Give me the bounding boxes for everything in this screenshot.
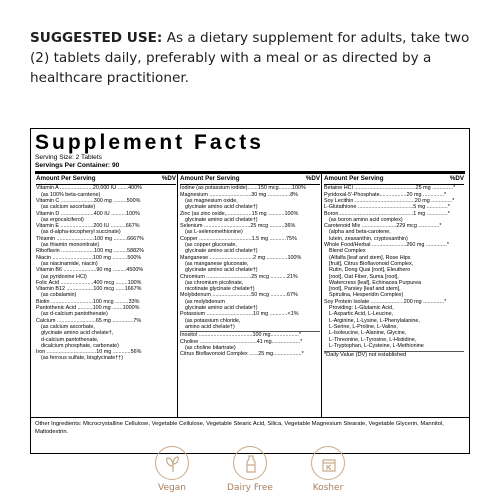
- facts-row: Pyridoxal-5'-Phosphate..................20 mg ..............*: [324, 191, 447, 198]
- facts-row: (as magnesium oxide,: [185, 198, 238, 204]
- suggested-use: [30, 28, 475, 88]
- facts-row: Spirulina, Hesperidin Complex): [329, 292, 404, 299]
- column-header: [36, 174, 176, 185]
- facts-row: Rutin, Dong Quai [root], Eleuthero: [329, 267, 411, 274]
- facts-row: (as niacinamide, niacin): [41, 260, 98, 267]
- facts-row: glycinate amino acid chelate†,: [41, 330, 114, 337]
- amount-header: Amount Per Serving: [180, 175, 240, 183]
- facts-row: Whole Food/Herbal .......................260 mg ..............*: [324, 242, 449, 249]
- facts-row: Carotenoid Mix .......................229 mcg ..............*: [324, 223, 442, 230]
- facts-row: Magnesium ............................30 mg ...............8%: [180, 191, 299, 198]
- facts-row: Manganese .............................2 mg ..............100%: [180, 254, 302, 261]
- facts-row: d-calcium pantothenate,: [41, 336, 99, 343]
- facts-row: (as chromium picolinate,: [185, 279, 244, 286]
- facts-row: (as copper gluconate,: [185, 242, 237, 249]
- milk-bottle-icon: [241, 454, 261, 474]
- facts-row: (as ferrous sulfate, bisglycinate††): [41, 355, 124, 362]
- facts-row: Folic Acid ......................400 mcg ........100%: [36, 279, 142, 286]
- kosher-k-icon: [319, 454, 339, 474]
- facts-row: Citrus Bioflavonoid Complex ......25 mg...................*: [180, 351, 304, 358]
- facts-row: (as pyridoxine HCl): [41, 273, 87, 280]
- serving-size: Serving Size: 2 Tablets: [35, 154, 102, 161]
- facts-row: glycinate amino acid chelate†): [185, 216, 258, 223]
- facts-row: L-Tryptophan, L-Cysteine, L-Methionine: [329, 342, 424, 349]
- facts-row: Vitamin E ......................200 IU ..........667%: [36, 223, 140, 230]
- facts-row: Biotin ............................100 mcg .........33%: [36, 298, 140, 305]
- facts-row: (as 100% beta-carotene): [41, 191, 101, 198]
- badge-vegan: [142, 446, 202, 493]
- facts-row: (alpha and beta-carotene,: [329, 229, 391, 236]
- facts-row: Riboflavin ......................100 mg .........5882%: [36, 248, 144, 255]
- facts-row: L-Glutathione .....................................5 mg ..............*: [324, 204, 450, 211]
- servings-per-container: Servings Per Container: 90: [35, 162, 120, 170]
- facts-row: L-Threonine, L-Tyrosine, L-Histidine,: [329, 336, 417, 343]
- dv-header: %DV: [449, 175, 464, 183]
- amount-header: Amount Per Serving: [324, 175, 384, 183]
- other-ingredients: Other Ingredients: Microcrystalline Cellulose, Vegetable Cellulose, Vegetable Stearic Acid, Silica, Vegetable Magnesium Stearate, Vegetable Glycerin, Mannitol, Maltodextrin.: [31, 417, 469, 436]
- facts-row: Potassium ...............................10 mg ............<1%: [180, 311, 299, 318]
- facts-row: Vitamin D ......................400 IU ..........100%: [36, 210, 140, 217]
- facts-row: (as molybdenum: [185, 298, 225, 305]
- facts-row: Soy Lecithin ........................................20 mg ..............*: [324, 198, 455, 204]
- column-2-lines: [180, 185, 320, 357]
- badge-vegan-label: Vegan: [158, 483, 186, 493]
- facts-row: Iron .................................10 mg ............56%: [36, 349, 142, 356]
- facts-row: (as thiamin mononitrate): [41, 242, 100, 249]
- badge-dairy-free: [220, 446, 280, 493]
- facts-row: Copper ...................................1.5 mg ...........75%: [180, 235, 297, 242]
- facts-row: (as d-alpha-tocopheryl succinate): [41, 229, 121, 236]
- dv-header: %DV: [161, 175, 176, 183]
- facts-row: (as d-calcium pantothenate): [41, 311, 108, 318]
- badge-dairy-free-ring: [233, 446, 267, 480]
- facts-title: Supplement Facts: [35, 131, 264, 154]
- facts-row: Thiamin .........................100 mg .........6667%: [36, 235, 144, 242]
- facts-row: glycinate amino acid chelate†): [185, 267, 258, 274]
- facts-row: Pantothenic Acid ..........100 mg .......1000%: [36, 305, 140, 312]
- facts-row: [root], Parsley [leaf and stem],: [329, 286, 401, 293]
- facts-row: Choline ......................................41 mg...................*: [180, 338, 303, 345]
- facts-row: (as ergocalciferol): [41, 216, 84, 223]
- facts-row: glycinate amino acid chelate†): [185, 305, 258, 312]
- facts-row: Vitamin B6 ......................90 mg .........4500%: [36, 267, 144, 274]
- facts-row: (as choline bitartrate): [185, 344, 236, 351]
- facts-row: (as potassium chloride,: [185, 317, 241, 324]
- facts-row: Selenium ...............................25 mcg ..........36%: [180, 223, 296, 230]
- facts-row: glycinate amino acid chelate†): [185, 248, 258, 255]
- badge-kosher-ring: [311, 446, 345, 480]
- facts-row: Vitamin B12 ..................100 mcg ......1667%: [36, 286, 142, 293]
- facts-row: (as boron amino acid complex): [329, 216, 403, 223]
- badge-vegan-ring: [155, 446, 189, 480]
- facts-row: (as calcium ascorbate,: [41, 323, 95, 330]
- facts-row: Inositol ....................................100 mg...................*: [180, 331, 320, 338]
- suggested-use-text: As a dietary supplement for adults, take two (2) tablets daily, preferably with a meal or as directed by a healthcare practitioner.: [30, 30, 470, 86]
- badge-kosher-label: Kosher: [312, 483, 344, 493]
- facts-row: (as manganese gluconate,: [185, 260, 249, 267]
- facts-row: Betaine HCl .........................................25 mg ..............*: [324, 185, 456, 192]
- supplement-facts-panel: [30, 128, 470, 454]
- column-header: [324, 174, 464, 185]
- facts-row: Watercress [leaf], Echinacea Purpurea: [329, 279, 422, 286]
- facts-row: [fruit], Citrus Bioflavonoid Complex,: [329, 260, 414, 267]
- facts-row: (as calcium ascorbate): [41, 204, 96, 211]
- facts-row: dicalcium phosphate, carbonate): [41, 342, 119, 349]
- facts-row: Calcium ..........................65 mg ..............7%: [36, 317, 142, 324]
- dv-footnote: *Daily Value (DV) not established: [324, 351, 464, 359]
- amount-header: Amount Per Serving: [36, 175, 96, 183]
- facts-row: Vitamin A ......................20,000 IU .......400%: [36, 185, 142, 192]
- facts-column-1: [35, 174, 178, 417]
- facts-row: Blend Complex: [329, 248, 366, 255]
- facts-row: Iodine (as potassium iodide).......150 mcg.........100%: [180, 185, 306, 192]
- facts-columns: [35, 174, 465, 417]
- facts-row: Soy Protein Isolate ......................200 mg ..............*: [324, 298, 447, 305]
- facts-row: Providing: L-Glutamic Acid,: [329, 305, 394, 312]
- facts-row: (as L-selenomethionine): [185, 229, 243, 236]
- suggested-use-label: SUGGESTED USE:: [30, 30, 163, 46]
- column-header: [180, 174, 320, 185]
- badge-row: [0, 446, 500, 500]
- badge-dairy-free-label: Dairy Free: [227, 483, 273, 493]
- facts-row: L-Aspartic Acid, L-Leucine,: [329, 311, 394, 318]
- facts-row: glycinate amino acid chelate†): [185, 204, 258, 211]
- facts-row: (as cobalamin): [41, 292, 77, 299]
- facts-row: Boron..................................................1 mg ..............*: [324, 210, 450, 217]
- facts-row: nicotinate glycinate chelate†): [185, 286, 255, 293]
- facts-row: Vitamin C ......................300 mg .........500%: [36, 198, 141, 204]
- facts-row: L-Isoleucine, L-Alanine, Glycine,: [329, 330, 407, 337]
- facts-row: L-Serine, L-Proline, L-Valine,: [329, 323, 398, 330]
- column-1-lines: [36, 185, 176, 361]
- leaf-icon: [163, 454, 183, 474]
- facts-row: Molybdenum ..........................50 mcg ...........67%: [180, 292, 298, 299]
- facts-column-2: [178, 174, 322, 417]
- badge-kosher: [298, 446, 358, 493]
- facts-row: amino acid chelate†): [185, 323, 235, 330]
- facts-row: L-Arginine, L-Lysine, L-Phenylalanine,: [329, 317, 420, 324]
- facts-row: lutein, zeaxanthin, cryptoxanthin): [329, 235, 408, 242]
- dv-header: %DV: [305, 175, 320, 183]
- facts-row: (Alfalfa [leaf and stem], Rose Hips: [329, 254, 411, 261]
- facts-row: Zinc (as zinc oxide,.................15 mg ...........100%: [180, 210, 299, 217]
- column-3-lines: [324, 185, 464, 349]
- facts-row: Chromium ..............................25 mcg ...........21%: [180, 273, 298, 280]
- facts-row: [root], Oat Fiber, Suma [root],: [329, 273, 399, 280]
- facts-row: Niacin ...........................100 mg ..........500%: [36, 254, 142, 261]
- facts-column-3: [322, 174, 465, 417]
